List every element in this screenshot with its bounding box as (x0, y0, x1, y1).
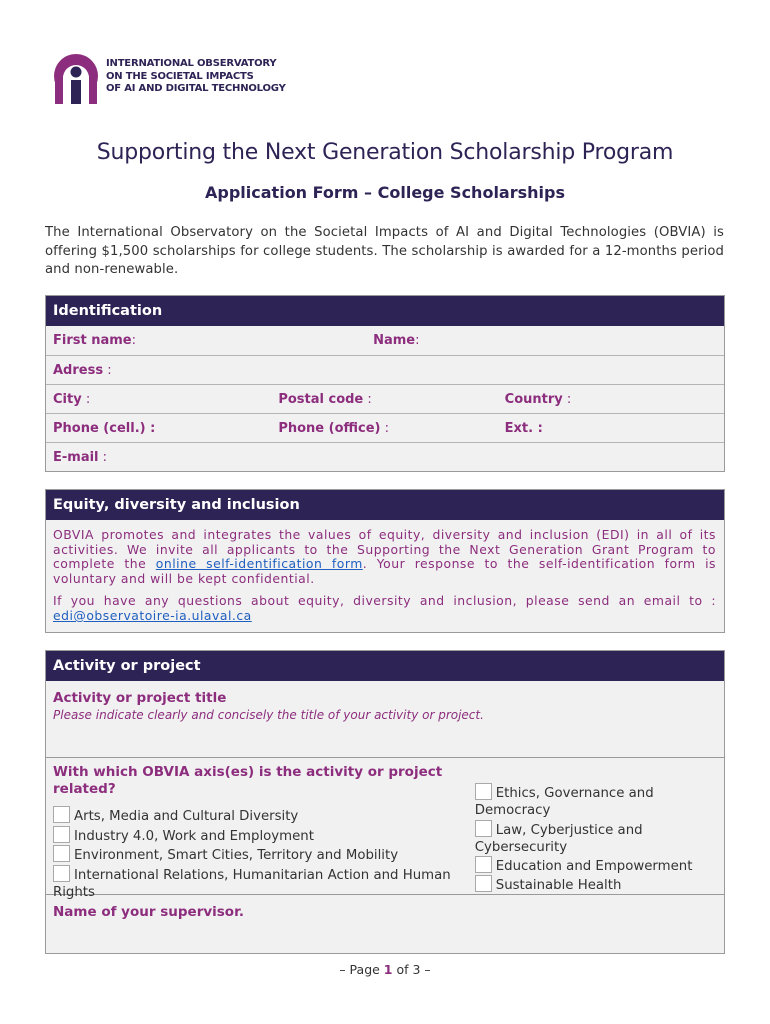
axis-option (53, 826, 460, 846)
axis-label: Environment, Smart Cities, Territory and Mobility (74, 848, 399, 864)
intro-paragraph: The International Observatory on the Societal Impacts of AI and Digital Technologies (OBVIA) is offering $1,500 scholarships for college students. The scholarship is awarded for a 12-months period and non-renewable. (45, 225, 724, 277)
axis-option (475, 875, 718, 894)
page-number: 1 (383, 962, 393, 977)
supervisor-label: Name of your supervisor. (53, 904, 244, 920)
address-label: Adress (53, 362, 104, 378)
first-name-field[interactable] (46, 333, 366, 348)
checkbox-law[interactable] (475, 820, 492, 837)
checkbox-environment[interactable] (53, 845, 70, 862)
email-sep: : (98, 449, 108, 465)
self-identification-form-link[interactable]: online self-identification form (155, 556, 363, 572)
identification-section (45, 295, 725, 472)
address-row (46, 355, 724, 384)
checkbox-arts-media[interactable] (53, 806, 70, 823)
phone-cell-field[interactable] (46, 421, 271, 436)
axis-label: Ethics, Governance and Democracy (474, 786, 654, 819)
name-label: Name (373, 333, 416, 348)
address-field[interactable] (46, 363, 724, 378)
email-label: E-mail (53, 449, 99, 465)
edi-text-2: . Your response to the self-identification form is voluntary and will be kept confidential. (53, 556, 716, 586)
postal-code-label: Postal code (278, 391, 364, 407)
page-title: Supporting the Next Generation Scholarship Program (96, 140, 674, 165)
form-subtitle: Application Form – College Scholarships (205, 183, 565, 202)
postal-code-field[interactable] (271, 392, 497, 407)
supervisor-field[interactable] (46, 895, 724, 953)
axis-option (53, 865, 460, 902)
phone-row (46, 413, 724, 442)
country-label: Country (504, 391, 563, 407)
axis-label: International Relations, Humanitarian Action and Human Rights (53, 867, 451, 901)
footer-prefix: – Page (339, 962, 384, 977)
identification-heading: Identification (46, 296, 724, 326)
city-label: City (53, 391, 82, 407)
phone-cell-label: Phone (cell.) : (53, 420, 156, 436)
edi-section (45, 489, 725, 633)
name-row (46, 326, 724, 355)
axis-label: Law, Cyberjustice and Cybersecurity (474, 822, 643, 855)
edi-paragraph-2 (53, 594, 716, 623)
axis-label: Sustainable Health (495, 878, 622, 894)
obvia-logo (52, 52, 292, 104)
edi-text-1: OBVIA promotes and integrates the values of equity, diversity and inclusion (EDI) in all of its activities. We invite all applicants to the Supporting the Next Generation Grant Program to complete the (53, 527, 716, 572)
checkbox-education[interactable] (475, 856, 492, 873)
page-footer (0, 962, 770, 977)
axis-label: Education and Empowerment (495, 859, 693, 875)
checkbox-ethics[interactable] (475, 783, 492, 800)
edi-text-3: If you have any questions about equity, diversity and inclusion, please send an email to : (53, 593, 716, 609)
edi-email-link[interactable]: edi@observatoire-ia.ulaval.ca (53, 607, 252, 623)
address-sep: : (103, 362, 112, 378)
axis-option (475, 820, 718, 857)
checkbox-health[interactable] (475, 875, 492, 892)
postal-code-sep: : (363, 391, 372, 407)
email-field[interactable] (46, 450, 724, 465)
activity-title-hint: Please indicate clearly and concisely the title of your activity or project. (53, 708, 484, 722)
axis-option (475, 856, 718, 875)
logo-line-3: OF AI AND DIGITAL TECHNOLOGY (106, 83, 286, 94)
edi-body (46, 520, 724, 632)
logo-line-2: ON THE SOCIETAL IMPACTS (106, 70, 254, 82)
checkbox-industry[interactable] (53, 826, 70, 843)
first-name-label: First name (53, 333, 132, 348)
axes-left-column (46, 758, 467, 901)
footer-suffix: of 3 – (392, 962, 431, 977)
checkbox-international-relations[interactable] (53, 865, 70, 882)
city-sep: : (81, 391, 91, 407)
first-name-sep: : (131, 333, 137, 348)
email-row (46, 442, 724, 471)
obvia-logo-text (106, 58, 286, 96)
edi-heading: Equity, diversity and inclusion (46, 490, 724, 520)
axis-label: Arts, Media and Cultural Diversity (74, 809, 299, 824)
edi-paragraph-1 (53, 528, 716, 586)
axis-option (53, 845, 460, 865)
axis-label: Industry 4.0, Work and Employment (74, 828, 314, 844)
axes-selection (46, 758, 724, 901)
obvia-logo-icon (52, 52, 100, 104)
ext-field[interactable] (498, 421, 724, 436)
ext-label: Ext. : (504, 420, 543, 436)
phone-office-field[interactable] (271, 421, 497, 436)
axis-option (53, 806, 460, 826)
country-field[interactable] (498, 392, 724, 407)
axes-question: With which OBVIA axis(es) is the activity or project related? (53, 764, 443, 797)
phone-office-label: Phone (office) (278, 420, 381, 436)
logo-line-1: INTERNATIONAL OBSERVATORY (106, 58, 277, 69)
city-field[interactable] (46, 392, 271, 407)
name-field[interactable] (366, 333, 724, 348)
name-sep: : (415, 333, 420, 348)
phone-office-sep: : (380, 420, 389, 436)
activity-title-label: Activity or project title (53, 690, 227, 706)
activity-title-field[interactable] (46, 681, 724, 758)
country-sep: : (562, 391, 572, 407)
axes-right-column (467, 758, 724, 894)
axis-option (475, 783, 718, 820)
activity-heading: Activity or project (46, 651, 724, 681)
location-row (46, 384, 724, 413)
activity-section (45, 650, 725, 954)
